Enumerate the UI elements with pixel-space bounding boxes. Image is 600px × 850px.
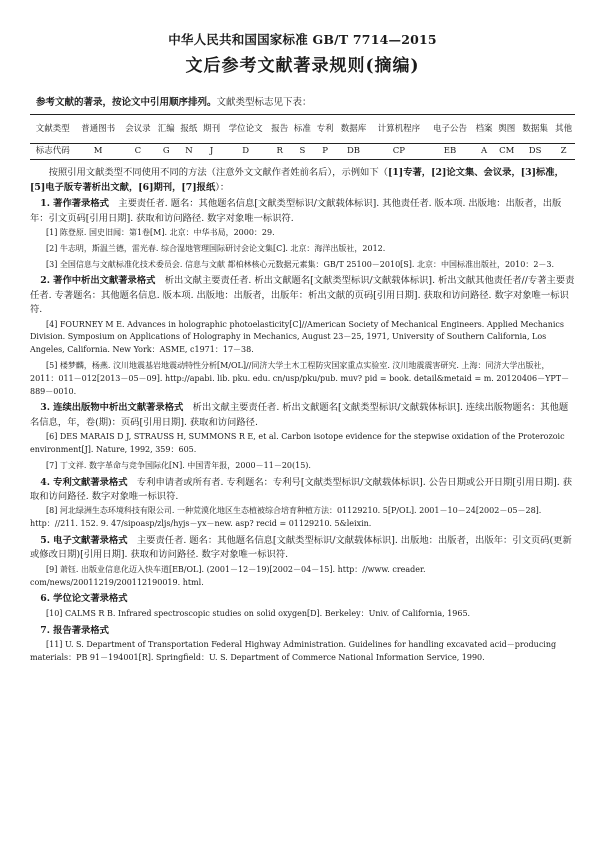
type-code-cell: R [268, 144, 291, 160]
section-title: 6. 学位论文著录格式 [40, 593, 128, 605]
type-name-cell: 电子公告 [427, 115, 472, 144]
type-name-cell: 期刊 [200, 115, 223, 144]
type-code-cell: D [223, 144, 268, 160]
type-code-cell: G [155, 144, 178, 160]
type-name-cell: 计算机程序 [371, 115, 428, 144]
section-heading [30, 534, 575, 563]
reference-example: [2] 牛志明，斯温兰德，雷光春. 综合湿地管理国际研讨会论文集[C]. 北京：海洋出版社，2012. [46, 243, 386, 253]
type-code-cell: A [473, 144, 496, 160]
reference-example: [8] 河北绿洲生态环境科技有限公司. 一种荒漠化地区生态植被综合培育种植方法：01129210. 5[P/OL]. 2001－10－24[2002－05－28]. http：//211. 152. 9. 47/sipoasp/zljs/hyjs－yx－new. asp? recid = 01129210. 5&leixin. [30, 506, 542, 529]
document-type-table [30, 114, 575, 160]
type-code-cell: M [75, 144, 120, 160]
section-heading [30, 592, 575, 606]
section-title: 4. 专利文献著录格式 [40, 476, 128, 488]
type-code-cell: Z [552, 144, 575, 160]
type-code-cell: 标志代码 [30, 144, 75, 160]
type-code-cell: P [314, 144, 337, 160]
section-heading [30, 476, 575, 505]
section-title: 3. 连续出版物中析出文献著录格式 [40, 402, 184, 414]
type-name-cell: 报纸 [178, 115, 201, 144]
type-name-cell: 数据库 [336, 115, 370, 144]
reference-example: [10] CALMS R B. Infrared spectroscopic studies on solid oxygen[D]. Berkeley：Univ. of California, 1965. [46, 608, 471, 618]
section-heading [30, 197, 575, 226]
section-title: 2. 著作中析出文献著录格式 [40, 275, 156, 287]
type-name-cell: 报告 [268, 115, 291, 144]
usage-text: 按照引用文献类型不同使用不同的方法（注意外文文献作者姓前名后），示例如下（ [48, 167, 388, 179]
section-heading [30, 624, 575, 638]
section-heading [30, 401, 575, 430]
type-code-cell: EB [427, 144, 472, 160]
reference-example: [7] 丁文祥. 数字革命与竞争国际化[N]. 中国青年报，2000－11－20(15). [46, 460, 311, 470]
type-name-cell: 会议录 [121, 115, 155, 144]
section-title: 7. 报告著录格式 [40, 624, 109, 636]
section-format: 主要责任者. 题名：其他题名信息[文献类型标识/文献载体标识]. 其他责任者. 版本项. 出版地：出版者，出版年：引文页码[引用日期]. 获取和访问路径. 数字对象唯一标识符. [30, 198, 562, 224]
reference-example: [5] 楼梦麟，杨燕. 汶川地震基岩地震动特性分析[M/OL]//同济大学土木工程防灾国家重点实验室. 汶川地震震害研究. 上海：同济大学出版社，2011：011－012[2013－05－09]. http://apabi. lib. pku. edu. cn/usp/pku/pub. muv? pid = book. detail&metaid = m. 20120406－YPT－889－0010. [30, 361, 570, 396]
usage-paragraph [30, 166, 575, 195]
type-name-cell: 普通图书 [75, 115, 120, 144]
type-name-cell: 专利 [314, 115, 337, 144]
type-code-cell: S [291, 144, 314, 160]
type-name-cell: 标准 [291, 115, 314, 144]
type-name-cell: 文献类型 [30, 115, 75, 144]
document-page [30, 30, 575, 668]
type-code-cell: DB [336, 144, 370, 160]
section-title: 5. 电子文献著录格式 [40, 535, 128, 547]
type-name-cell: 学位论文 [223, 115, 268, 144]
format-sections [30, 197, 575, 664]
type-code-cell: C [121, 144, 155, 160]
section-format: 析出文献主要责任者. 析出文献题名[文献类型标识/文献载体标识]. 析出文献其他责任者//专著主要责任者. 专著题名：其他题名信息. 版本项. 出版地：出版者，出版年：析出文献的页码[引用日期]. 获取和访问路径. 数字对象唯一标识符. [30, 275, 575, 316]
type-name-cell: 数据集 [518, 115, 552, 144]
type-name-cell: 其他 [552, 115, 575, 144]
type-code-cell: N [178, 144, 201, 160]
intro-bold-text: 参考文献的著录，按论文中引用顺序排列。 [36, 96, 217, 108]
section-heading [30, 274, 575, 317]
type-name-cell: 汇编 [155, 115, 178, 144]
section-format: 主要责任者. 题名：其他题名信息[文献类型标识/文献载体标识]. 出版地：出版者，出版年：引文页码(更新或修改日期)[引用日期]. 获取和访问路径. 数字对象唯一标识符. [30, 535, 572, 561]
reference-example: [9] 萧钰. 出版业信息化迈入快车道[EB/OL]. (2001－12－19)[2002－04－15]. http：//www. creader. com/news/20011219/200112190019. html. [30, 564, 426, 587]
type-code-cell: CM [495, 144, 518, 160]
reference-example: [3] 全国信息与文献标准化技术委员会. 信息与文献 都柏林核心元数据元素集：GB/T 25100－2010[S]. 北京：中国标准出版社，2010：2－3. [46, 259, 555, 269]
type-names-row [30, 115, 575, 144]
section-format: 析出文献主要责任者. 析出文献题名[文献类型标识/文献载体标识]. 连续出版物题名：其他题名信息，年，卷(期)：页码[引用日期]. 获取和访问路径. [30, 402, 569, 428]
reference-example: [11] U. S. Department of Transportation Federal Highway Administration. Guidelines for handling excavated acid－producing materials：PB 91－194001[R]. Springfield：U. S. Department of Commerce National Information Service, 1990. [30, 640, 557, 662]
document-title: 文后参考文献著录规则(摘编) [185, 56, 420, 77]
standard-title: 中华人民共和国国家标准 GB/T 7714—2015 [168, 32, 437, 47]
type-codes-row [30, 144, 575, 160]
section-format: 专利申请者或所有者. 专利题名：专利号[文献类型标识/文献载体标识]. 公告日期或公开日期[引用日期]. 获取和访问路径. 数字对象唯一标识符. [30, 476, 572, 503]
intro-text: 文献类型标志见下表： [216, 96, 312, 108]
type-code-cell: CP [371, 144, 428, 160]
type-code-cell: J [200, 144, 223, 160]
intro-line [36, 96, 575, 111]
usage-end: ）： [215, 181, 230, 193]
reference-example: [4] FOURNEY M E. Advances in holographic photoelasticity[C]//American Society of Mechanical Engineers. Applied Mechanics Division. Symposium on Applications of Holography in Mechanics, August 23－25, 1971, University of Southern California, Los Angeles, California. New York：ASME, c1971：17－38. [30, 319, 564, 355]
reference-example: [1] 陈登原. 国史旧闻：第1卷[M]. 北京：中华书局，2000：29. [46, 228, 275, 238]
type-name-cell: 舆图 [495, 115, 518, 144]
usage-bold-text: [1]专著，[2]论文集、会议录，[3]标准，[5]电子版专著析出文献，[6]期刊，[7]报纸 [30, 167, 564, 193]
type-name-cell: 档案 [473, 115, 496, 144]
reference-example: [6] DES MARAIS D J, STRAUSS H, SUMMONS R E, et al. Carbon isotope evidence for the stepwise oxidation of the Proterozoic environment[J]. Nature, 1992, 359：605. [30, 432, 565, 455]
section-title: 1. 著作著录格式 [40, 198, 109, 210]
type-code-cell: DS [518, 144, 552, 160]
